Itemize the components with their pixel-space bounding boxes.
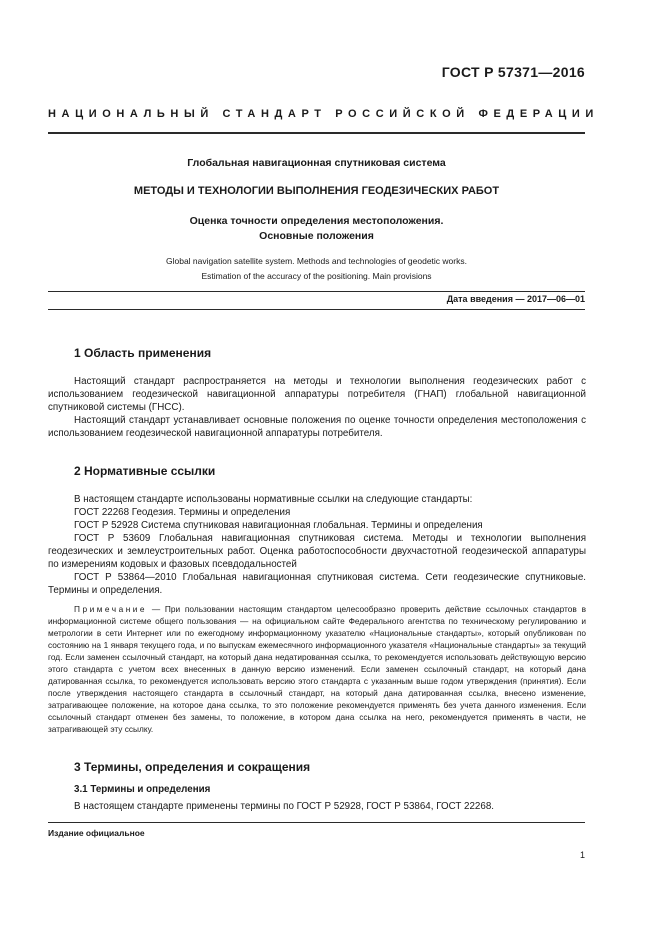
note-label: Примечание	[74, 604, 148, 614]
english-title-line-2: Estimation of the accuracy of the positioning. Main provisions	[201, 271, 432, 281]
section-1-paragraph-2: Настоящий стандарт устанавливает основные положения по оценке точности определения местоположения с использованием геодезической навигационной аппаратуры потребителя.	[48, 415, 586, 439]
section-3-heading: 3 Термины, определения и сокращения	[74, 760, 311, 774]
footer-divider	[48, 822, 585, 823]
section-3-1-heading: 3.1 Термины и определения	[74, 784, 211, 795]
reference-gost-r-53609: ГОСТ Р 53609 Глобальная навигационная спутниковая система. Методы и технологии выполнения геодезических и землеустроительных работ. Оценка работоспособности двухчастотной геодезической аппаратуры по измерениям кодовых и фазовых псевдодальностей	[48, 533, 586, 570]
section-2-intro: В настоящем стандарте использованы нормативные ссылки на следующие стандарты:	[74, 494, 473, 505]
reference-gost-r-52928: ГОСТ Р 52928 Система спутниковая навигационная глобальная. Термины и определения	[74, 520, 483, 531]
english-title-line-1: Global navigation satellite system. Methods and technologies of geodetic works.	[166, 256, 467, 266]
section-2-heading: 2 Нормативные ссылки	[74, 464, 216, 478]
page-number: 1	[579, 850, 585, 860]
series-title: Глобальная навигационная спутниковая система	[187, 157, 446, 169]
section-3-1-paragraph: В настоящем стандарте применены термины по ГОСТ Р 52928, ГОСТ Р 53864, ГОСТ 22268.	[74, 801, 494, 812]
sub-title-line-1: Оценка точности определения местоположения.	[189, 215, 444, 227]
references-note	[48, 603, 586, 736]
section-1-paragraph-1: Настоящий стандарт распространяется на методы и технологии выполнения геодезических работ с использованием геодезической навигационной аппаратуры потребителя (ГНАП) глобальной навигационной спутниковой системы (ГНСС).	[48, 376, 586, 413]
date-divider-bottom	[48, 309, 585, 310]
introduction-date: Дата введения — 2017—06—01	[446, 294, 585, 304]
sub-title	[48, 214, 585, 244]
official-edition-label: Издание официальное	[48, 828, 145, 838]
sub-title-line-2: Основные положения	[259, 230, 374, 242]
reference-gost-r-53864: ГОСТ Р 53864—2010 Глобальная навигационная спутниковая система. Сети геодезические спутниковые. Термины и определения.	[48, 572, 586, 596]
section-1-heading: 1 Область применения	[74, 346, 212, 360]
header-divider	[48, 132, 585, 134]
note-text: — При пользовании настоящим стандартом целесообразно проверить действие ссылочных стандартов в информационной системе общего пользования — на официальном сайте Федерального агентства по техническому регулированию и метрологии в сети Интернет или по ежегодному информационному указателю «Национальные стандарты», который опубликован по состоянию на 1 января текущего года, и по выпускам ежемесячного информационного указателя «Национальные стандарты» за текущий год. Если заменен ссылочный стандарт, на который дана недатированная ссылка, то рекомендуется использовать действующую версию этого стандарта с учетом всех внесенных в данную версию изменений. Если заменен ссылочный стандарт, на который дана датированная ссылка, то рекомендуется использовать версию этого стандарта с указанным выше годом утверждения (принятия). Если после утверждения настоящего стандарта в ссылочный стандарт, на который дана датированная ссылка, внесено изменение, затрагивающее положение, на которое дана ссылка, то это положение рекомендуется применять без учета данного изменения. Если ссылочный стандарт отменен без замены, то положение, в котором дана ссылка на него, рекомендуется применять в части, не затрагивающей эту ссылку.	[48, 604, 586, 735]
main-title: МЕТОДЫ И ТЕХНОЛОГИИ ВЫПОЛНЕНИЯ ГЕОДЕЗИЧЕСКИХ РАБОТ	[133, 185, 500, 197]
english-title	[48, 254, 585, 284]
reference-gost-22268: ГОСТ 22268 Геодезия. Термины и определения	[74, 507, 291, 518]
document-number: ГОСТ Р 57371—2016	[441, 64, 585, 80]
standard-banner: НАЦИОНАЛЬНЫЙ СТАНДАРТ РОССИЙСКОЙ ФЕДЕРАЦИИ	[48, 108, 599, 120]
date-divider-top	[48, 291, 585, 292]
